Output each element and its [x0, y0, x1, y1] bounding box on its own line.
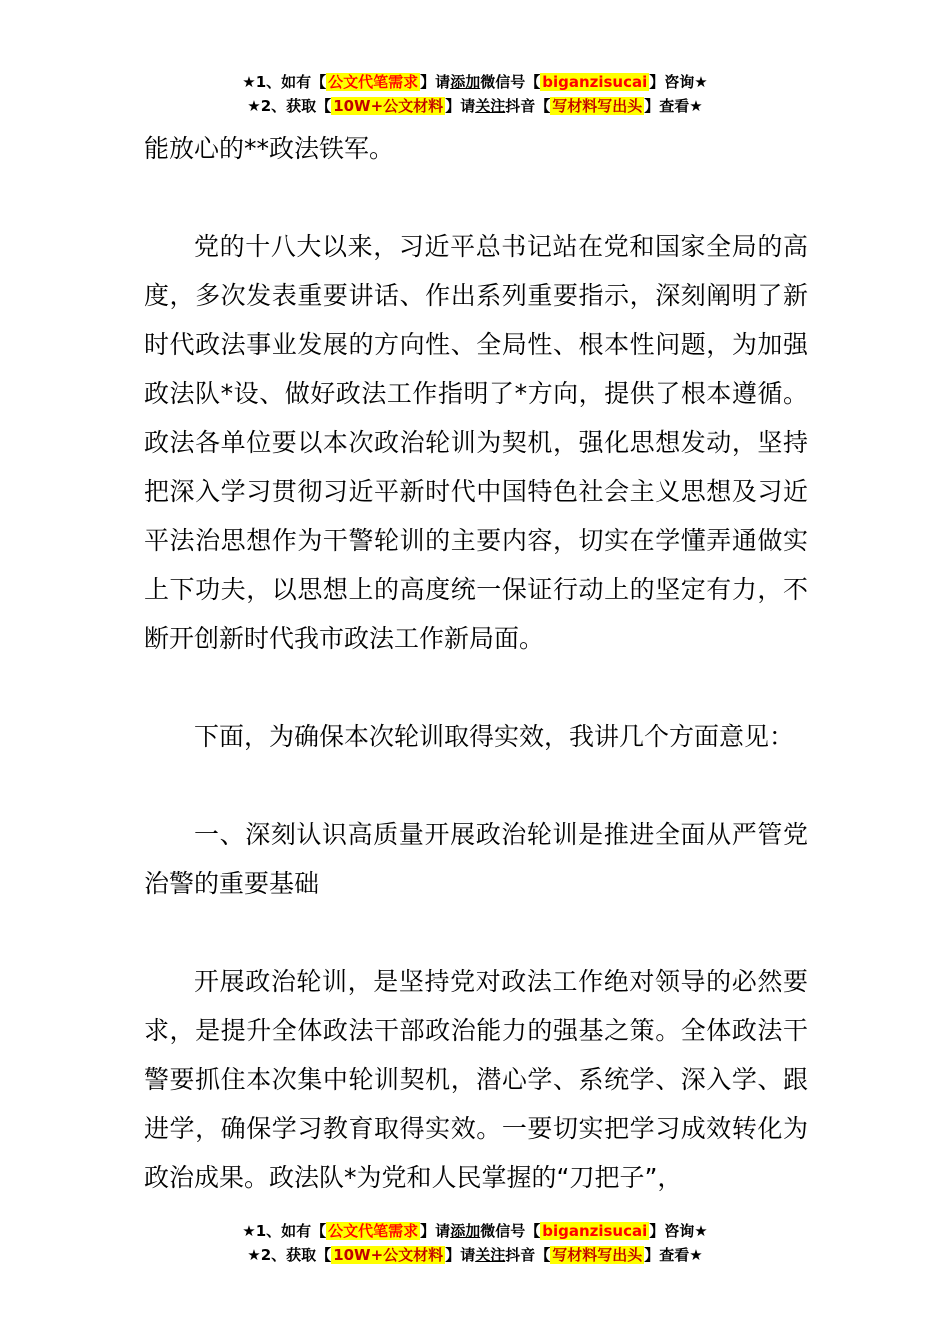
- paragraph: 党的十八大以来，习近平总书记站在党和国家全局的高度，多次发表重要讲话、作出系列重要指示，深刻阐明了新时代政法事业发展的方向性、全局性、根本性问题，为加强政法队*设、做好政法工作指明了*方向，提供了根本遵循。政法各单位要以本次政治轮训为契机，强化思想发动，坚持把深入学习贯彻习近平新时代中国特色社会主义思想及习近平法治思想作为干警轮训的主要内容，切实在学懂弄通做实上下功夫，以思想上的高度统一保证行动上的坚定有力，不断开创新时代我市政法工作新局面。: [144, 232, 808, 653]
- banner-highlight: 10W+公文材料: [333, 1246, 444, 1264]
- banner-highlight: 公文代笔需求: [328, 73, 419, 91]
- banner-line-1: ★1、如有【 公文代笔需求 】请添加微信号【 biganzisucai 】咨询★: [242, 1222, 708, 1240]
- banner-highlight: 10W+公文材料: [333, 97, 444, 115]
- banner-line-1: ★1、如有【 公文代笔需求 】请添加微信号【 biganzisucai 】咨询★: [242, 73, 708, 91]
- footer-banner: [0, 1219, 950, 1267]
- document-body: [144, 124, 808, 1202]
- paragraph: 下面，为确保本次轮训取得实效，我讲几个方面意见：: [194, 722, 795, 751]
- banner-line-2: ★2、获取【 10W+公文材料 】请关注抖音【 写材料写出头 】查看★: [247, 1246, 703, 1264]
- banner-douyin-id: 写材料写出头: [552, 97, 643, 115]
- banner-douyin-id: 写材料写出头: [552, 1246, 643, 1264]
- header-banner: [0, 70, 950, 118]
- paragraph: 开展政治轮训，是坚持党对政法工作绝对领导的必然要求，是提升全体政法干部政治能力的强基之策。全体政法干警要抓住本次集中轮训契机，潜心学、系统学、深入学、跟进学，确保学习教育取得实效。一要切实把学习成效转化为政治成果。政法队*为党和人民掌握的“刀把子”，: [144, 967, 808, 1192]
- banner-highlight: 公文代笔需求: [328, 1222, 419, 1240]
- paragraph: 能放心的**政法铁军。: [144, 134, 395, 163]
- banner-wechat-id: biganzisucai: [542, 73, 648, 91]
- banner-line-2: ★2、获取【 10W+公文材料 】请关注抖音【 写材料写出头 】查看★: [247, 97, 703, 115]
- banner-wechat-id: biganzisucai: [542, 1222, 648, 1240]
- section-heading: 一、深刻认识高质量开展政治轮训是推进全面从严管党治警的重要基础: [144, 820, 808, 898]
